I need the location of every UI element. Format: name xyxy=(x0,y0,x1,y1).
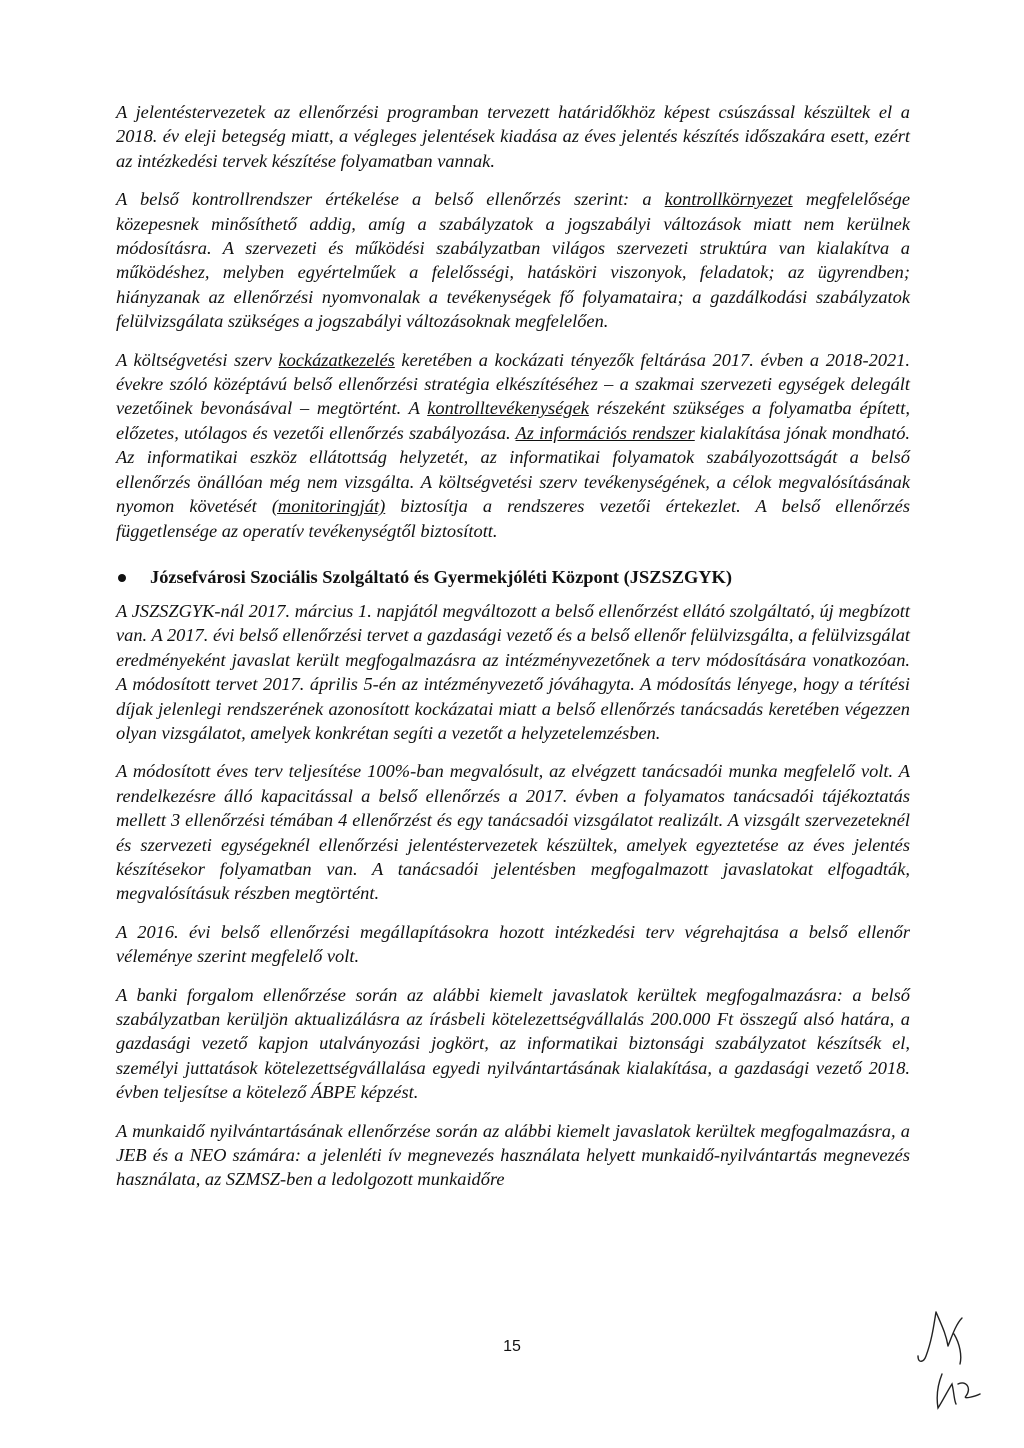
paragraph-working-time: A munkaidő nyilvántartásának ellenőrzése során az alábbi kiemelt javaslatok kerültek megfogalmazásra, a JEB és a NEO számára: a jelenléti ív megnevezés használata helyett munkaidő-nyilvántartás megnevezés használata, az SZMSZ-ben a ledolgozott munkaidőre xyxy=(116,1120,910,1190)
term-risk-management: kockázatkezelés xyxy=(278,349,395,370)
bullet-icon xyxy=(118,574,126,582)
paragraph-2016-findings: A 2016. évi belső ellenőrzési megállapításokra hozott intézkedési terv végrehajtása a belső ellenőr véleménye szerint megfelelő volt. xyxy=(116,921,910,967)
term-control-activities: kontrolltevékenységek xyxy=(427,398,589,419)
section-heading-text: Józsefvárosi Szociális Szolgáltató és Gyermekjóléti Központ (JSZSZGYK) xyxy=(150,566,732,587)
term-control-environment: kontrollkörnyezet xyxy=(664,189,793,210)
document-body xyxy=(116,100,910,1206)
section-heading xyxy=(116,565,910,589)
paragraph-bank-audit: A banki forgalom ellenőrzése során az alábbi kiemelt javaslatok kerültek megfogalmazásra: a belső szabályzatban kerüljön aktualizálásra az írásbeli kötelezettségvállalás 200.000 Ft összegű alsó határa, a gazdasági vezető kapjon utalványozási jogkört, az informatikai biztonsági szabályzatot készítsék el, személyi juttatások kötelezettségvállalása egyedi nyilvántartásának kialakítása, a gazdasági vezető 2018. évben teljesítse a kötelező ÁBPE képzést. xyxy=(116,984,910,1103)
paragraph-risk-management: A költségvetési szerv kockázatkezelés keretében a kockázati tényezők feltárása 2017. évben a 2018-2021. évekre szóló középtávú belső ellenőrzési stratégia elkészítéséhez – a szakmai szervezeti egységek delegált vezetőinek bevonásával – megtörtént. A kontrolltevékenységek részeként szükséges a folyamatba épített, előzetes, utólagos és vezetői ellenőrzés szabályozása. Az információs rendszer kialakítása jónak mondható. Az informatikai eszköz ellátottság helyzetét, az informatikai folyamatok szabályozottságát a belső ellenőrzés önállóan még nem vizsgálta. A költségvetési szerv tevékenységének, a célok megvalósításának nyomon követését (monitoringját) biztosítja a rendszeres vezetői értekezlet. A belső ellenőrzés függetlensége az operatív tevékenységtől biztosított. xyxy=(116,349,910,541)
paragraph-plan-execution: A módosított éves terv teljesítése 100%-ban megvalósult, az elvégzett tanácsadói munka megfelelő volt. A rendelkezésre álló kapacitással a belső ellenőrzés a 2017. évben a folyamatos tanácsadói tájékoztatás mellett 3 ellenőrzési témában 4 ellenőrzést és egy tanácsadói vizsgálatot realizált. A vizsgált szervezeteknél és szervezeti egységeknél ellenőrzési jelentéstervezetek készültek, amelyek egyeztetése az éves jelentés készítésekor folyamatban van. A tanácsadói jelentésben megfogalmazott javaslatokat elfogadták, megvalósításuk részben megtörtént. xyxy=(116,761,910,904)
term-information-system: Az információs rendszer xyxy=(515,422,695,443)
handwritten-signature xyxy=(896,1304,996,1414)
paragraph-internal-control: A belső kontrollrendszer értékelése a belső ellenőrzés szerint: a kontrollkörnyezet megfelelősége közepesnek minősíthető addig, amíg a szabályzatok a jogszabályi változások miatt nem kerülnek módosításra. A szervezeti és működési szabályzatban világos szervezeti struktúra van kialakítva a működéshez, melyben egyértelműek a felelősségi, hatásköri viszonyok, feladatok; az ügyrendben; hiányzanak az ellenőrzési nyomvonalak a tevékenységek fő folyamataira; a gazdálkodási szabályzatok felülvizsgálata szükséges a jogszabályi változásoknak megfelelően. xyxy=(116,189,910,332)
term-monitoring: (monitoringját) xyxy=(271,496,386,517)
paragraph-jszszgyk-intro: A JSZSZGYK-nál 2017. március 1. napjától megváltozott a belső ellenőrzést ellátó szolgáltató, új megbízott van. A 2017. évi belső ellenőrzési tervet a gazdasági vezető és a belső ellenőr felülvizsgálta, a felülvizsgálat eredményeként javaslat került megfogalmazásra az intézményvezetőnek a terv módosítására vonatkozóan. A módosított tervet 2017. április 5-én az intézményvezető jóváhagyta. A módosítás lényege, hogy a térítési díjak jelenlegi rendszerének azonosított kockázatai miatt a belső ellenőrzés tanácsadás keretében végezzen olyan vizsgálatot, amelyek konkrétan segíti a vezetőt a helyzetelemzésben. xyxy=(116,600,910,743)
page-number: 15 xyxy=(503,1338,521,1355)
paragraph-report-drafts: A jelentéstervezetek az ellenőrzési programban tervezett határidőkhöz képest csúszással készültek el a 2018. év eleji betegség miatt, a végleges jelentések kiadása az éves jelentés készítés időszakára esett, ezért az intézkedési tervek készítése folyamatban vannak. xyxy=(116,102,910,171)
